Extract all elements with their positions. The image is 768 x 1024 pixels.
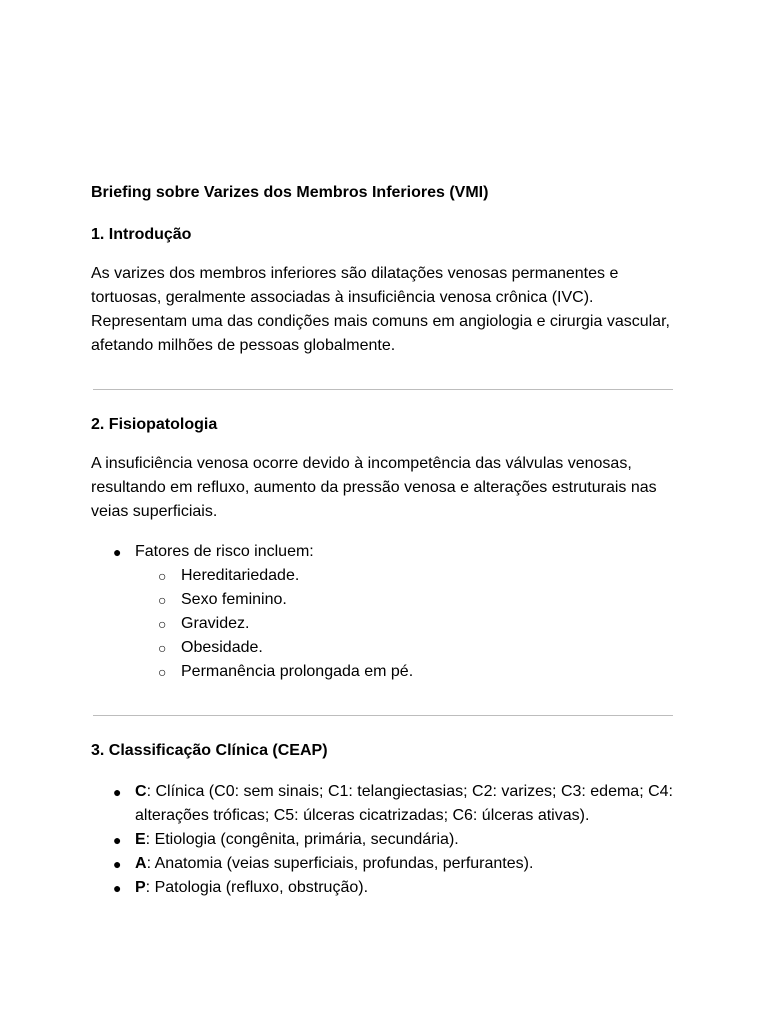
sub-list-item (135, 636, 681, 660)
circle-bullet-icon: ○ (158, 640, 167, 656)
sub-list-item (135, 660, 681, 684)
bullet-icon: ● (113, 784, 122, 800)
document-title: Briefing sobre Varizes dos Membros Inferiores (VMI) (91, 184, 489, 201)
list-item (91, 540, 681, 684)
ceap-description: : Anatomia (veias superficiais, profundas, perfurantes). (146, 855, 534, 872)
sub-list-item-text: Hereditariedade. (181, 567, 300, 584)
sub-list-item-text: Obesidade. (181, 639, 263, 656)
list-item (91, 780, 681, 828)
list-item (91, 828, 681, 852)
sub-list-item-text: Permanência prolongada em pé. (181, 663, 414, 680)
horizontal-rule (93, 715, 673, 716)
risk-factor-list (91, 540, 681, 684)
circle-bullet-icon: ○ (158, 664, 167, 680)
bullet-icon: ● (113, 856, 122, 872)
section-heading-ceap: 3. Classificação Clínica (CEAP) (91, 742, 328, 759)
circle-bullet-icon: ○ (158, 592, 167, 608)
introducao-paragraph: As varizes dos membros inferiores são dilatações venosas permanentes e tortuosas, geralmente associadas à insuficiência venosa crônica (IVC). Representam uma das condições mais comuns em angiologia e cirurgia vascular, afetando milhões de pessoas globalmente. (91, 265, 670, 354)
ceap-list (91, 780, 681, 900)
circle-bullet-icon: ○ (158, 616, 167, 632)
risk-factor-sublist (135, 564, 681, 684)
sub-list-item (135, 612, 681, 636)
ceap-description: : Etiologia (congênita, primária, secundária). (145, 831, 459, 848)
ceap-description: : Patologia (refluxo, obstrução). (145, 879, 369, 896)
ceap-term: C (135, 783, 147, 800)
horizontal-rule (93, 389, 673, 390)
circle-bullet-icon: ○ (158, 568, 167, 584)
bullet-icon: ● (113, 880, 122, 896)
section-heading-fisiopatologia: 2. Fisiopatologia (91, 416, 218, 433)
ceap-description: : Clínica (C0: sem sinais; C1: telangiectasias; C2: varizes; C3: edema; C4: alterações tróficas; C5: úlceras cicatrizadas; C6: úlceras ativas). (135, 783, 673, 824)
list-item (91, 852, 681, 876)
bullet-icon: ● (113, 544, 122, 560)
bullet-icon: ● (113, 832, 122, 848)
section-heading-introducao: 1. Introdução (91, 226, 192, 243)
list-item (91, 876, 681, 900)
ceap-term: A (135, 855, 147, 872)
sub-list-item (135, 588, 681, 612)
ceap-term: E (135, 831, 146, 848)
list-item-text: Fatores de risco incluem: (135, 543, 314, 560)
document-page (91, 180, 681, 900)
sub-list-item-text: Gravidez. (181, 615, 250, 632)
fisiopatologia-paragraph: A insuficiência venosa ocorre devido à incompetência das válvulas venosas, resultando em refluxo, aumento da pressão venosa e alterações estruturais nas veias superficiais. (91, 455, 657, 520)
sub-list-item-text: Sexo feminino. (181, 591, 287, 608)
sub-list-item (135, 564, 681, 588)
ceap-term: P (135, 879, 146, 896)
